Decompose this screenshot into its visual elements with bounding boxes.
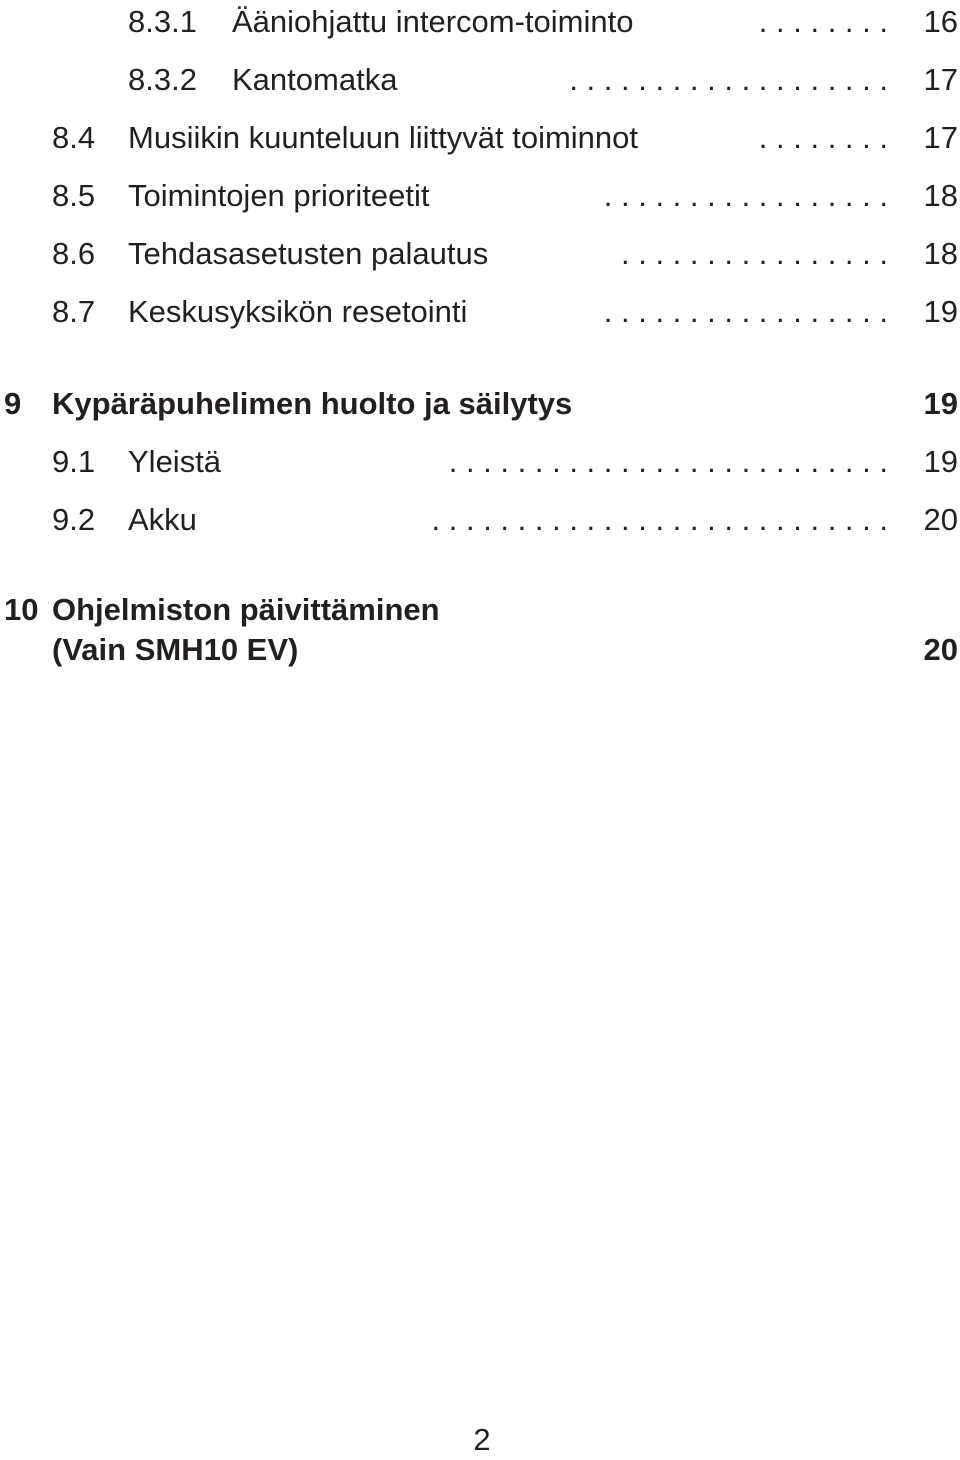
- toc-entry-8-4[interactable]: [0, 118, 960, 158]
- toc-entry-8-3-2[interactable]: [0, 60, 960, 100]
- toc-entry-number: 8.5: [52, 178, 96, 213]
- toc-entry-leader: . . . . . . . . . . . . . . . . .: [603, 294, 888, 329]
- toc-chapter-9[interactable]: [0, 384, 960, 424]
- toc-entry-page: 17: [923, 62, 958, 97]
- toc-entry-title: Tehdasasetusten palautus: [128, 234, 888, 274]
- toc-entry-page: 20: [923, 502, 958, 537]
- toc-entry-title: Keskusyksikön resetointi: [128, 292, 888, 332]
- toc-entry-number: 8.3.2: [128, 62, 197, 97]
- toc-chapter-10[interactable]: [0, 590, 960, 674]
- toc-entry-leader: . . . . . . . . . . . . . . . . . . .: [569, 62, 888, 97]
- toc-chapter-page: 20: [923, 632, 958, 667]
- toc-entry-leader: . . . . . . . . . . . . . . . . . . . . . . . . . .: [448, 444, 888, 479]
- toc-entry-title: Ääniohjattu intercom-toiminto: [232, 2, 888, 42]
- toc-chapter-page: 19: [923, 386, 958, 421]
- toc-entry-leader: . . . . . . . . . . . . . . . .: [621, 236, 888, 271]
- toc-entry-page: 19: [923, 444, 958, 479]
- toc-entry-leader: . . . . . . . .: [758, 120, 888, 155]
- toc-entry-8-7[interactable]: [0, 292, 960, 332]
- toc-chapter-number: 9: [4, 386, 22, 421]
- toc-chapter-title-line2: (Vain SMH10 EV): [52, 632, 299, 667]
- toc-entry-8-5[interactable]: [0, 176, 960, 216]
- toc-entry-page: 18: [923, 178, 958, 213]
- toc-entry-page: 19: [923, 294, 958, 329]
- toc-entry-9-1[interactable]: [0, 442, 960, 482]
- toc-entry-title: Yleistä: [128, 442, 888, 482]
- toc-entry-leader: . . . . . . . . . . . . . . . . . . . . . . . . . . .: [431, 502, 888, 537]
- toc-entry-title: Musiikin kuunteluun liittyvät toiminnot: [128, 118, 888, 158]
- toc-entry-number: 8.4: [52, 120, 96, 155]
- toc-entry-title: Akku: [128, 500, 888, 540]
- toc-entry-8-3-1[interactable]: [0, 2, 960, 42]
- toc-chapter-title-line1: Ohjelmiston päivittäminen: [52, 592, 440, 627]
- toc-entry-number: 8.3.1: [128, 4, 197, 39]
- toc-entry-number: 9.2: [52, 502, 96, 537]
- toc-chapter-number: 10: [4, 592, 39, 627]
- toc-chapter-title: Kypäräpuhelimen huolto ja säilytys: [52, 384, 888, 424]
- toc-entry-leader: . . . . . . . .: [758, 4, 888, 39]
- toc-chapter-title: [52, 590, 552, 670]
- toc-entry-title: Kantomatka: [232, 60, 888, 100]
- toc-entry-number: 9.1: [52, 444, 96, 479]
- toc-entry-page: 18: [923, 236, 958, 271]
- toc-entry-title: Toimintojen prioriteetit: [128, 176, 888, 216]
- toc-entry-leader: . . . . . . . . . . . . . . . . .: [603, 178, 888, 213]
- page-number: 2: [473, 1422, 491, 1457]
- toc-entry-8-6[interactable]: [0, 234, 960, 274]
- toc-entry-9-2[interactable]: [0, 500, 960, 540]
- toc-entry-page: 16: [923, 4, 958, 39]
- toc-entry-page: 17: [923, 120, 958, 155]
- toc-entry-number: 8.7: [52, 294, 96, 329]
- page-footer: [0, 1420, 960, 1460]
- toc-entry-number: 8.6: [52, 236, 96, 271]
